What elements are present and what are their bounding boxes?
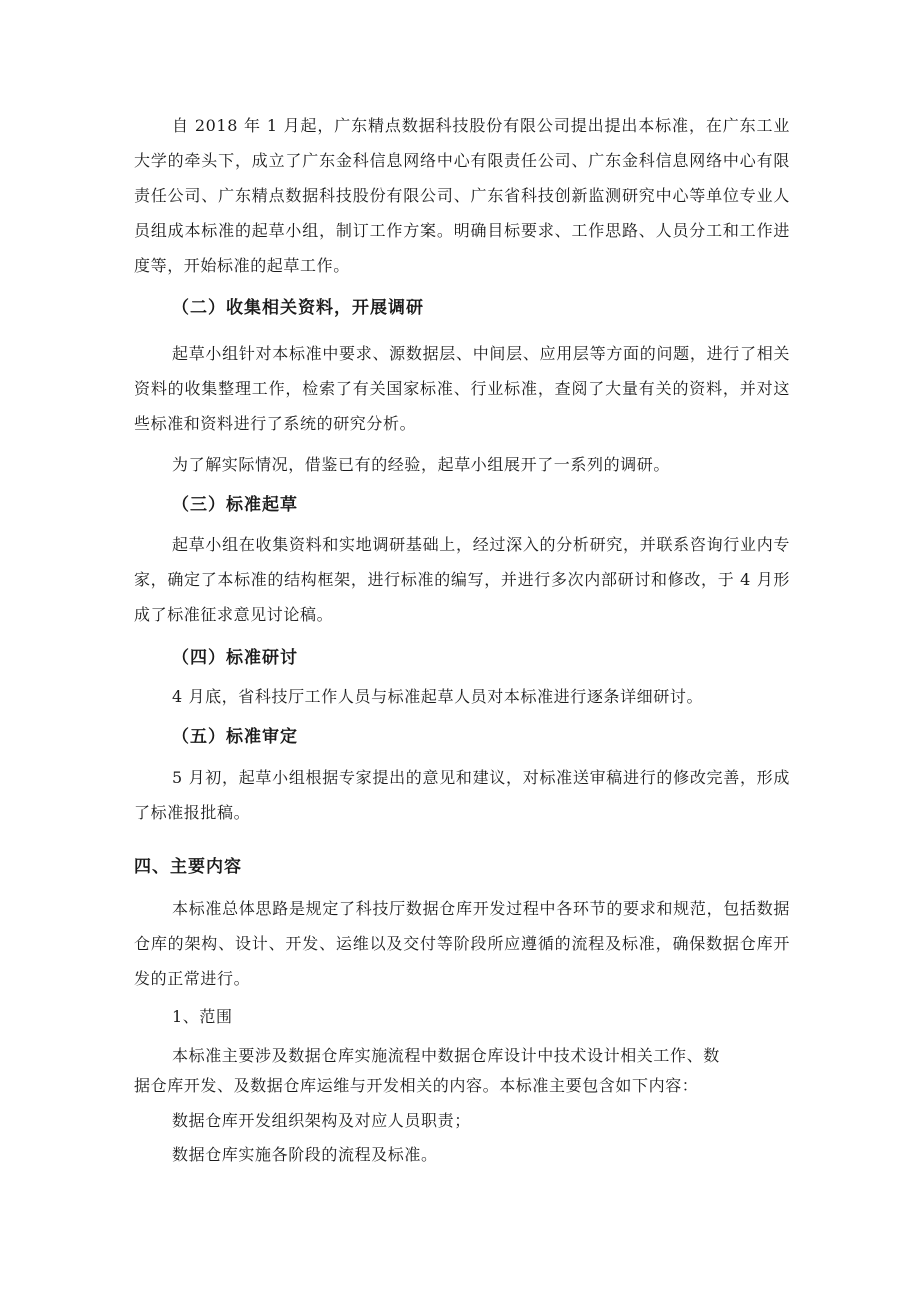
paragraph-research: 为了解实际情况，借鉴已有的经验，起草小组展开了一系列的调研。 (172, 455, 671, 474)
heading-standard-discussion: （四）标准研讨 (172, 648, 298, 668)
paragraph-standard-drafting: 起草小组在收集资料和实地调研基础上，经过深入的分析研究，并联系咨询行业内专家，确定了本标准的结构框架，进行标准的编写，并进行多次内部研讨和修改，于 4 月形成了标准征求意见讨论稿。 (134, 535, 790, 624)
heading-main-content: 四、主要内容 (134, 857, 242, 877)
paragraph-collect-materials: 起草小组针对本标准中要求、源数据层、中间层、应用层等方面的问题，进行了相关资料的收集整理工作，检索了有关国家标准、行业标准，查阅了大量有关的资料，并对这些标准和资料进行了系统的研究分析。 (134, 344, 790, 433)
paragraph-standard-discussion: 4 月底，省科技厅工作人员与标准起草人员对本标准进行逐条详细研讨。 (172, 687, 704, 706)
scope-paragraph-line-2: 据仓库开发、及数据仓库运维与开发相关的内容。本标准主要包含如下内容： (134, 1076, 699, 1095)
paragraph-drafting-start: 自 2018 年 1 月起，广东精点数据科技股份有限公司提出提出本标准，在广东工业大学的牵头下，成立了广东金科信息网络中心有限责任公司、广东金科信息网络中心有限责任公司、广东精点数据科技股份有限公司、广东省科技创新监测研究中心等单位专业人员组成本标准的起草小组，制订工作方案。明确目标要求、工作思路、人员分工和工作进度等，开始标准的起草工作。 (134, 116, 790, 275)
scope-item-1: 数据仓库开发组织架构及对应人员职责； (172, 1111, 471, 1130)
paragraph-standard-review: 5 月初，起草小组根据专家提出的意见和建议，对标准送审稿进行的修改完善，形成了标准报批稿。 (134, 768, 790, 822)
heading-collect-materials: （二）收集相关资料，开展调研 (172, 298, 424, 318)
scope-title: 1、范围 (172, 1007, 233, 1026)
scope-item-2: 数据仓库实施各阶段的流程及标准。 (172, 1145, 438, 1164)
paragraph-main-content: 本标准总体思路是规定了科技厅数据仓库开发过程中各环节的要求和规范，包括数据仓库的架构、设计、开发、运维以及交付等阶段所应遵循的流程及标准，确保数据仓库开发的正常进行。 (134, 899, 790, 988)
scope-paragraph-line-1: 本标准主要涉及数据仓库实施流程中数据仓库设计中技术设计相关工作、数 (172, 1046, 720, 1065)
heading-standard-review: （五）标准审定 (172, 727, 298, 747)
heading-standard-drafting: （三）标准起草 (172, 495, 298, 515)
